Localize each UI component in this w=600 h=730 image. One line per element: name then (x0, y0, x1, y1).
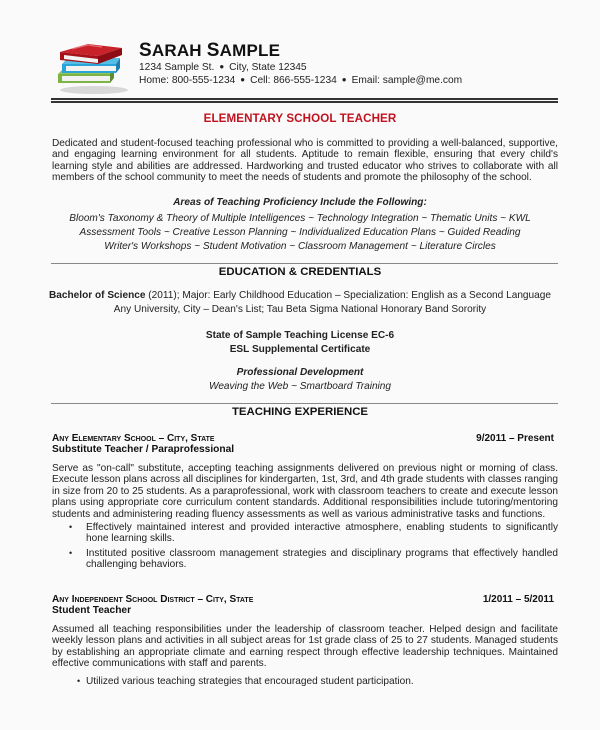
bullet-text: Effectively maintained interest and provided interactive atmosphere, enabling students to significantly hone learning skills. (86, 522, 558, 545)
job-1-header (52, 433, 554, 444)
job-target-title: ELEMENTARY SCHOOL TEACHER (203, 112, 397, 125)
proficiency-line-3: Writer's Workshops ~ Student Motivation ~ Classroom Management ~ Literature Circles (104, 241, 496, 252)
job-2-bullets (52, 676, 558, 690)
job-2-description: Assumed all teaching responsibilities under the leadership of classroom teacher. Helped design and facilitate weekly lesson plans and activities in all subject areas for 1st grade class of 25 to 27 students. Managed students by establishing an appropriate climate and earning respect through effective leadership techniques. Maintained effective communications with staff and parents. (52, 624, 558, 670)
job-2-role: Student Teacher (52, 605, 132, 616)
bullet-separator-icon: ● (341, 75, 347, 84)
bullet-icon: • (69, 547, 73, 558)
address-line (139, 61, 462, 74)
city-state-zip: City, State 12345 (229, 62, 307, 73)
school-line: Any University, City – Dean's List; Tau Beta Sigma National Honorary Band Sorority (113, 304, 487, 315)
email-address[interactable]: Email: sample@me.com (351, 75, 463, 86)
professional-development-items: Weaving the Web ~ Smartboard Training (208, 381, 392, 392)
bullet-icon: • (69, 522, 73, 532)
phone-email-line (139, 74, 462, 87)
bullet-icon: • (77, 676, 81, 686)
section-divider (51, 403, 558, 404)
job-1-bullets (52, 522, 558, 574)
home-phone: Home: 800-555-1234 (139, 75, 236, 86)
education-heading: EDUCATION & CREDENTIALS (218, 266, 382, 278)
job-2-dates: 1/2011 – 5/2011 (482, 594, 554, 605)
list-item (52, 548, 558, 571)
stacked-books-icon (52, 38, 132, 94)
proficiency-line-1: Bloom's Taxonomy & Theory of Multiple Intelligences ~ Technology Integration ~ Thematic Units ~ KWL (69, 213, 531, 224)
name-first-rest: ARAH (151, 41, 202, 60)
name-last-rest: AMPLE (219, 41, 281, 60)
professional-summary: Dedicated and student-focused teaching professional who is committed to providing a well-balanced, supportive, and engaging learning environment for all students. Aptitude to remain flexible, ensuring that every child's learning style and abilities are addressed. Hardworking and trusted educator who strives to collaborate with all members of the school community to meet the needs of students and promote the philosophy of the school. (52, 138, 558, 184)
proficiency-line-2: Assessment Tools ~ Creative Lesson Planning ~ Individualized Education Plans ~ Guided Reading (79, 227, 521, 238)
teaching-license: State of Sample Teaching License EC-6 (205, 330, 395, 341)
header-double-rule (51, 98, 558, 103)
job-1-dates: 9/2011 – Present (476, 433, 554, 444)
degree-name: Bachelor of Science (49, 290, 146, 301)
experience-heading: TEACHING EXPERIENCE (231, 406, 369, 418)
job-2-header (52, 594, 554, 605)
esl-certificate: ESL Supplemental Certificate (229, 344, 371, 355)
list-item (52, 522, 558, 545)
job-1-org: Any Elementary School – City, State (52, 433, 215, 444)
candidate-name (139, 40, 280, 62)
bullet-separator-icon: ● (240, 75, 246, 84)
list-item (52, 676, 558, 687)
proficiency-heading: Areas of Teaching Proficiency Include the Following: (173, 197, 427, 208)
contact-info (139, 61, 462, 87)
bullet-separator-icon: ● (219, 62, 225, 71)
job-2-org: Any Independent School District – City, State (52, 594, 254, 605)
street-address: 1234 Sample St. (139, 62, 215, 73)
name-initial-first: S (139, 40, 152, 61)
degree-detail: (2011); Major: Early Childhood Education – Specialization: English as a Second Language (145, 290, 551, 301)
section-divider (51, 263, 558, 264)
cell-phone: Cell: 866-555-1234 (250, 75, 337, 86)
bullet-text: Utilized various teaching strategies that encouraged student participation. (86, 676, 414, 687)
job-1-description: Serve as "on-call" substitute, accepting teaching assignments delivered on previous night or morning of class. Execute lesson plans across all disciplines for kindergarten, 1st, 3rd, and 4th grade students with classes ranging in size from 20 to 25 students. As a paraprofessional, work with classroom teachers to create and execute lesson plans using appropriate core curriculum content standards. Additional responsibilities include tutoring/mentoring students and administering reading fluency assessments as well as various administrative tasks and functions. (52, 463, 558, 520)
bullet-text: Instituted positive classroom management strategies and disciplinary programs that effectively handled challenging behaviors. (86, 547, 558, 571)
name-initial-last: S (206, 40, 220, 61)
job-1-role: Substitute Teacher / Paraprofessional (52, 444, 235, 455)
degree-line (0, 289, 600, 302)
professional-development-heading: Professional Development (236, 367, 364, 378)
